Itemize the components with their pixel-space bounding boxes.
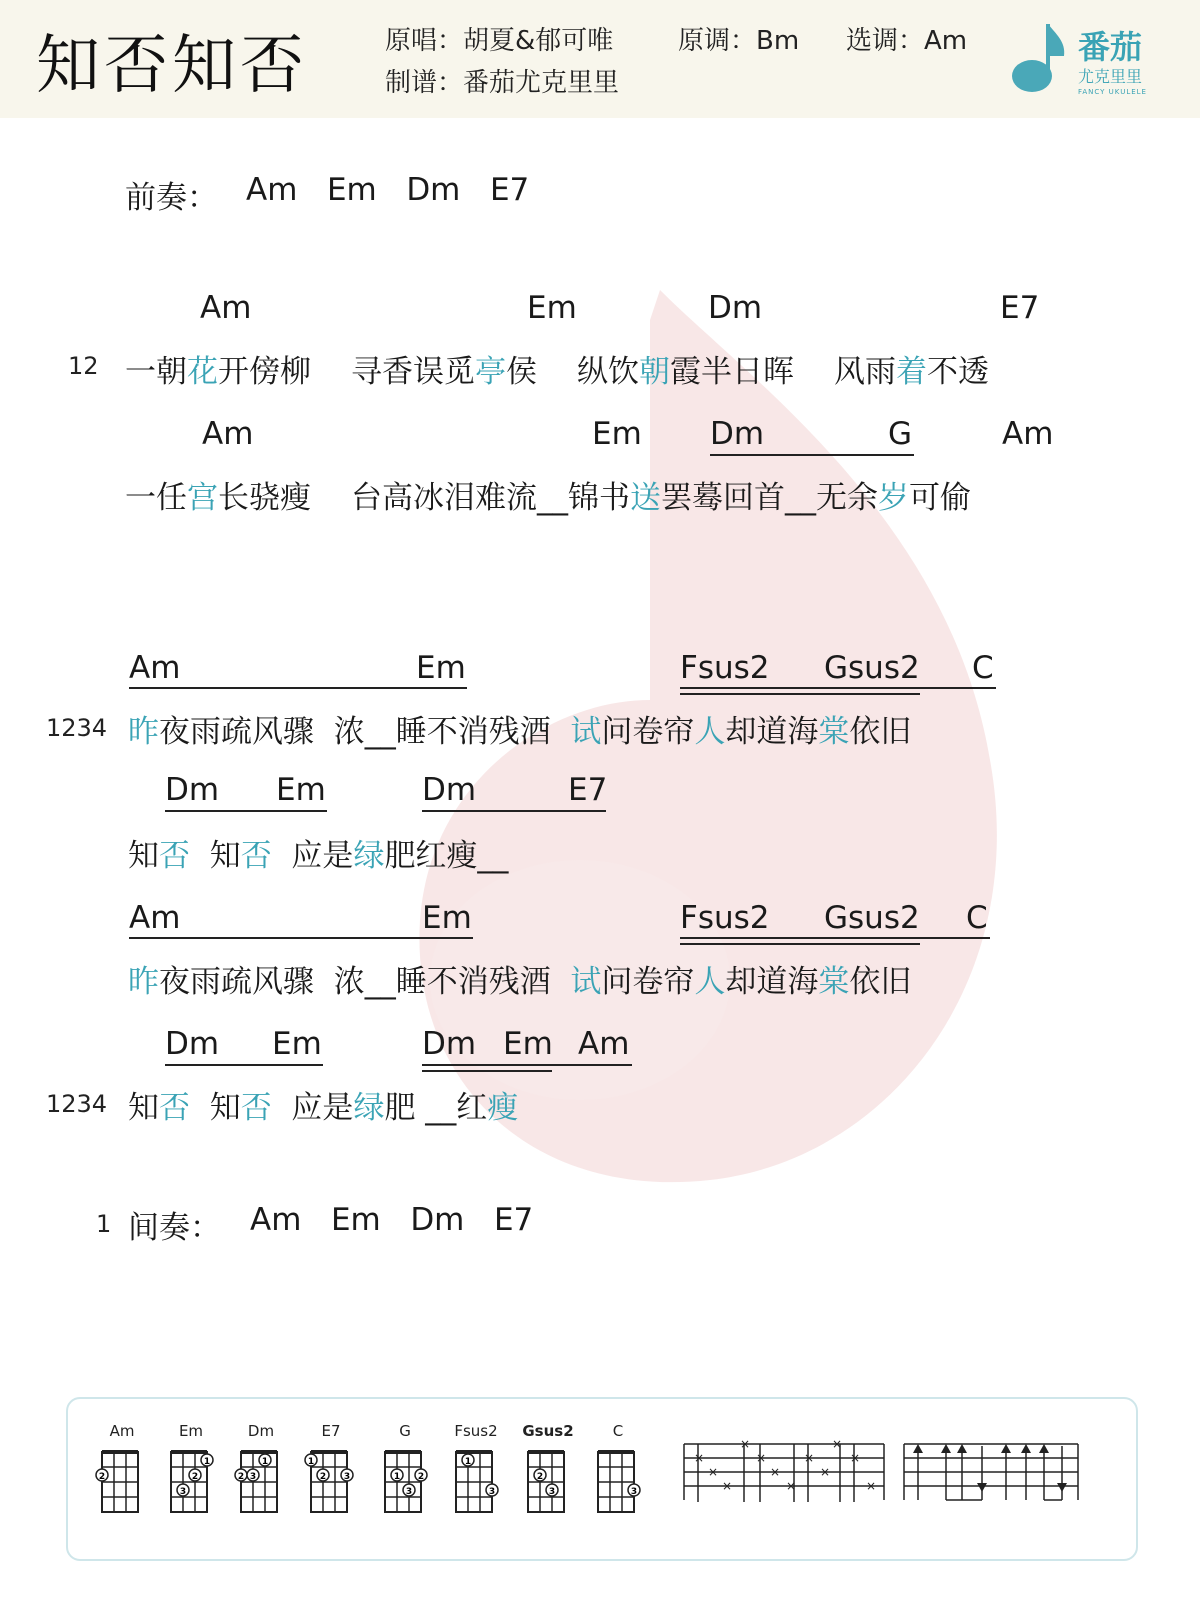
lyric-highlight: 宫 xyxy=(187,480,218,516)
chord: Am xyxy=(202,416,254,452)
chord: Dm xyxy=(165,1026,220,1062)
chord: Em xyxy=(503,1026,553,1062)
logo-name: 番茄 xyxy=(1078,28,1143,66)
svg-text:2: 2 xyxy=(237,1472,245,1482)
lyric-highlight: 岁 xyxy=(878,480,909,516)
lyric-highlight: 否 xyxy=(240,1090,272,1126)
svg-text:×: × xyxy=(740,1440,751,1451)
lyric-text: 风雨 xyxy=(834,354,896,390)
lyric-line xyxy=(128,1082,518,1127)
chord-underline xyxy=(165,1064,323,1066)
chord-underline xyxy=(680,693,920,695)
chord-underline xyxy=(680,687,996,689)
svg-text:×: × xyxy=(804,1451,815,1465)
chord-fretboard-icon xyxy=(233,1448,289,1516)
chord: Fsus2 xyxy=(680,900,770,936)
chord-diagram-label: Fsus2 xyxy=(454,1422,498,1440)
lyric-text: 纵饮 xyxy=(577,354,639,390)
chord-underline xyxy=(129,687,467,689)
chord: Em xyxy=(416,650,466,686)
chord-underline xyxy=(680,943,920,945)
svg-text:3: 3 xyxy=(630,1487,638,1497)
lyric-highlight: 着 xyxy=(896,354,927,390)
svg-text:×: × xyxy=(722,1479,733,1493)
chord-underline xyxy=(422,1064,632,1066)
original-singer: 原唱：胡夏&郁可唯 xyxy=(385,26,614,56)
lyric-text: 应是 xyxy=(271,838,354,874)
strum-pattern-2-icon xyxy=(902,1440,1080,1506)
svg-text:×: × xyxy=(756,1451,767,1465)
lyric-text: 寻香误觅 xyxy=(351,354,475,390)
chord-underline xyxy=(680,937,990,939)
svg-text:×: × xyxy=(850,1451,861,1465)
chord-underline xyxy=(422,810,606,812)
svg-text:1: 1 xyxy=(393,1472,401,1482)
lyric-text: 一任 xyxy=(125,480,187,516)
chord-fretboard-icon xyxy=(377,1448,433,1516)
lyric-text: 台高冰泪难流__锦书 xyxy=(351,480,630,516)
svg-text:2: 2 xyxy=(319,1472,327,1482)
chord-fretboard-icon xyxy=(163,1448,219,1516)
lyric-highlight: 否 xyxy=(159,838,190,874)
lyric-highlight: 瘦 xyxy=(487,1090,519,1126)
lyric-line xyxy=(128,956,911,1001)
chord: Em xyxy=(276,772,326,808)
chord: Am xyxy=(200,290,252,326)
intro-label: 前奏： xyxy=(125,180,218,216)
svg-text:×: × xyxy=(820,1465,831,1479)
lyric-highlight: 否 xyxy=(240,838,272,874)
lyric-text: 不透 xyxy=(927,354,989,390)
svg-text:×: × xyxy=(770,1465,781,1479)
lyric-text: 霞半日晖 xyxy=(670,354,794,390)
svg-text:3: 3 xyxy=(488,1487,496,1497)
chord-underline xyxy=(710,454,914,456)
lyric-text: 夜雨疏风骤 浓__睡不消残酒 xyxy=(159,714,571,750)
repeat-number: 12 xyxy=(68,352,99,380)
chord: Em xyxy=(527,290,577,326)
lyric-text: 侯 xyxy=(506,354,537,390)
lyric-text: 知 xyxy=(190,838,241,874)
lyric-line xyxy=(128,706,911,751)
svg-text:3: 3 xyxy=(249,1472,257,1482)
lyric-text: 可偷 xyxy=(909,480,971,516)
chord: G xyxy=(888,416,913,452)
chord: E7 xyxy=(568,772,608,808)
repeat-number: 1234 xyxy=(46,714,108,742)
svg-text:2: 2 xyxy=(417,1472,425,1482)
lyric-highlight: 否 xyxy=(159,1090,190,1126)
lyric-text: 依旧 xyxy=(849,714,912,750)
lyric-text: 却道海 xyxy=(725,964,819,1000)
svg-text:×: × xyxy=(786,1479,797,1493)
chord-fretboard-icon xyxy=(590,1448,646,1516)
logo-subtitle: 尤克里里 xyxy=(1078,67,1143,86)
lyric-highlight: 试 xyxy=(570,964,602,1000)
svg-text:2: 2 xyxy=(536,1472,544,1482)
chord-fretboard-icon xyxy=(303,1448,359,1516)
lyric-text: 长骁瘦 xyxy=(218,480,311,516)
lyric-text: 知 xyxy=(190,1090,241,1126)
arranger: 制谱：番茄尤克里里 xyxy=(385,68,620,98)
svg-text:2: 2 xyxy=(98,1472,106,1482)
svg-text:3: 3 xyxy=(405,1487,413,1497)
lyric-text: 问卷帘 xyxy=(601,714,695,750)
svg-text:1: 1 xyxy=(261,1457,269,1467)
lyric-line xyxy=(128,830,508,875)
chord: Am xyxy=(129,900,181,936)
svg-text:1: 1 xyxy=(464,1457,472,1467)
lyric-highlight: 送 xyxy=(630,480,661,516)
interlude-chords: Am Em Dm E7 xyxy=(250,1202,534,1238)
original-key: 原调：Bm xyxy=(678,26,800,56)
chord-diagram-label: Em xyxy=(178,1422,204,1440)
song-title: 知否知否 xyxy=(36,29,308,103)
svg-text:3: 3 xyxy=(548,1487,556,1497)
chord-underline xyxy=(129,937,473,939)
lyric-highlight: 棠 xyxy=(818,964,850,1000)
lyric-text: 知 xyxy=(128,1090,159,1126)
chord: Em xyxy=(422,900,472,936)
lyric-text: 肥红瘦__ xyxy=(384,838,509,874)
lyric-highlight: 花 xyxy=(187,354,218,390)
chord: Dm xyxy=(165,772,220,808)
lyric-text: 肥 __红 xyxy=(384,1090,488,1126)
svg-text:3: 3 xyxy=(343,1472,351,1482)
chord: Gsus2 xyxy=(824,900,920,936)
chord: Dm xyxy=(708,290,763,326)
lyric-highlight: 朝 xyxy=(639,354,670,390)
svg-text:3: 3 xyxy=(179,1487,187,1497)
chord: Dm xyxy=(422,1026,477,1062)
lyric-text: 一朝 xyxy=(125,354,187,390)
svg-text:1: 1 xyxy=(203,1457,211,1467)
lyric-highlight: 亭 xyxy=(475,354,506,390)
chord: C xyxy=(966,900,988,936)
repeat-number: 1234 xyxy=(46,1090,108,1118)
lyric-highlight: 绿 xyxy=(353,838,385,874)
chord: Gsus2 xyxy=(824,650,920,686)
lyric-highlight: 昨 xyxy=(128,714,159,750)
repeat-number: 1 xyxy=(96,1210,112,1238)
lyric-text: 夜雨疏风骤 浓__睡不消残酒 xyxy=(159,964,571,1000)
chord: E7 xyxy=(1000,290,1040,326)
lyric-text: 问卷帘 xyxy=(601,964,695,1000)
chord: Em xyxy=(272,1026,322,1062)
chord-fretboard-icon xyxy=(448,1448,504,1516)
chord-fretboard-icon xyxy=(520,1448,576,1516)
chord-diagram-label: G xyxy=(399,1422,411,1440)
chord: Em xyxy=(592,416,642,452)
svg-text:×: × xyxy=(694,1451,705,1465)
chord-diagram-label: Dm xyxy=(247,1422,275,1440)
intro-chords: Am Em Dm E7 xyxy=(246,172,530,208)
logo-english: FANCY UKULELE xyxy=(1078,88,1147,96)
chord-fretboard-icon xyxy=(94,1448,150,1516)
lyric-text: 知 xyxy=(128,838,159,874)
lyric-line xyxy=(125,346,989,391)
svg-text:×: × xyxy=(708,1465,719,1479)
tomato-note-logo-icon xyxy=(1008,20,1068,98)
chord-diagram-label: Am xyxy=(109,1422,135,1440)
lyric-highlight: 人 xyxy=(694,964,726,1000)
strum-pattern-1-icon xyxy=(682,1440,886,1506)
chord: C xyxy=(972,650,994,686)
chosen-key: 选调：Am xyxy=(846,26,968,56)
lyric-highlight: 棠 xyxy=(818,714,850,750)
chord-diagram-label: C xyxy=(612,1422,624,1440)
lyric-text: 开傍柳 xyxy=(218,354,311,390)
chord-diagram-label: E7 xyxy=(321,1422,341,1440)
chord-diagram-label: Gsus2 xyxy=(522,1422,574,1440)
interlude-label: 间奏： xyxy=(128,1210,221,1246)
lyric-text: 罢蓦回首__无余 xyxy=(661,480,878,516)
lyric-text: 却道海 xyxy=(725,714,819,750)
svg-text:×: × xyxy=(832,1440,843,1451)
lyric-highlight: 绿 xyxy=(353,1090,385,1126)
svg-text:×: × xyxy=(866,1479,877,1493)
lyric-line xyxy=(125,472,971,517)
svg-text:2: 2 xyxy=(191,1472,199,1482)
chord: Am xyxy=(578,1026,630,1062)
svg-text:1: 1 xyxy=(307,1457,315,1467)
chord-underline xyxy=(422,1070,552,1072)
chord: Dm xyxy=(422,772,477,808)
lyric-highlight: 试 xyxy=(570,714,602,750)
lyric-text: 应是 xyxy=(271,1090,354,1126)
lyric-highlight: 昨 xyxy=(128,964,159,1000)
chord: Dm xyxy=(710,416,765,452)
chord: Fsus2 xyxy=(680,650,770,686)
lyric-text: 依旧 xyxy=(849,964,912,1000)
chord: Am xyxy=(129,650,181,686)
chord: Am xyxy=(1002,416,1054,452)
lyric-highlight: 人 xyxy=(694,714,726,750)
chord-underline xyxy=(165,810,327,812)
